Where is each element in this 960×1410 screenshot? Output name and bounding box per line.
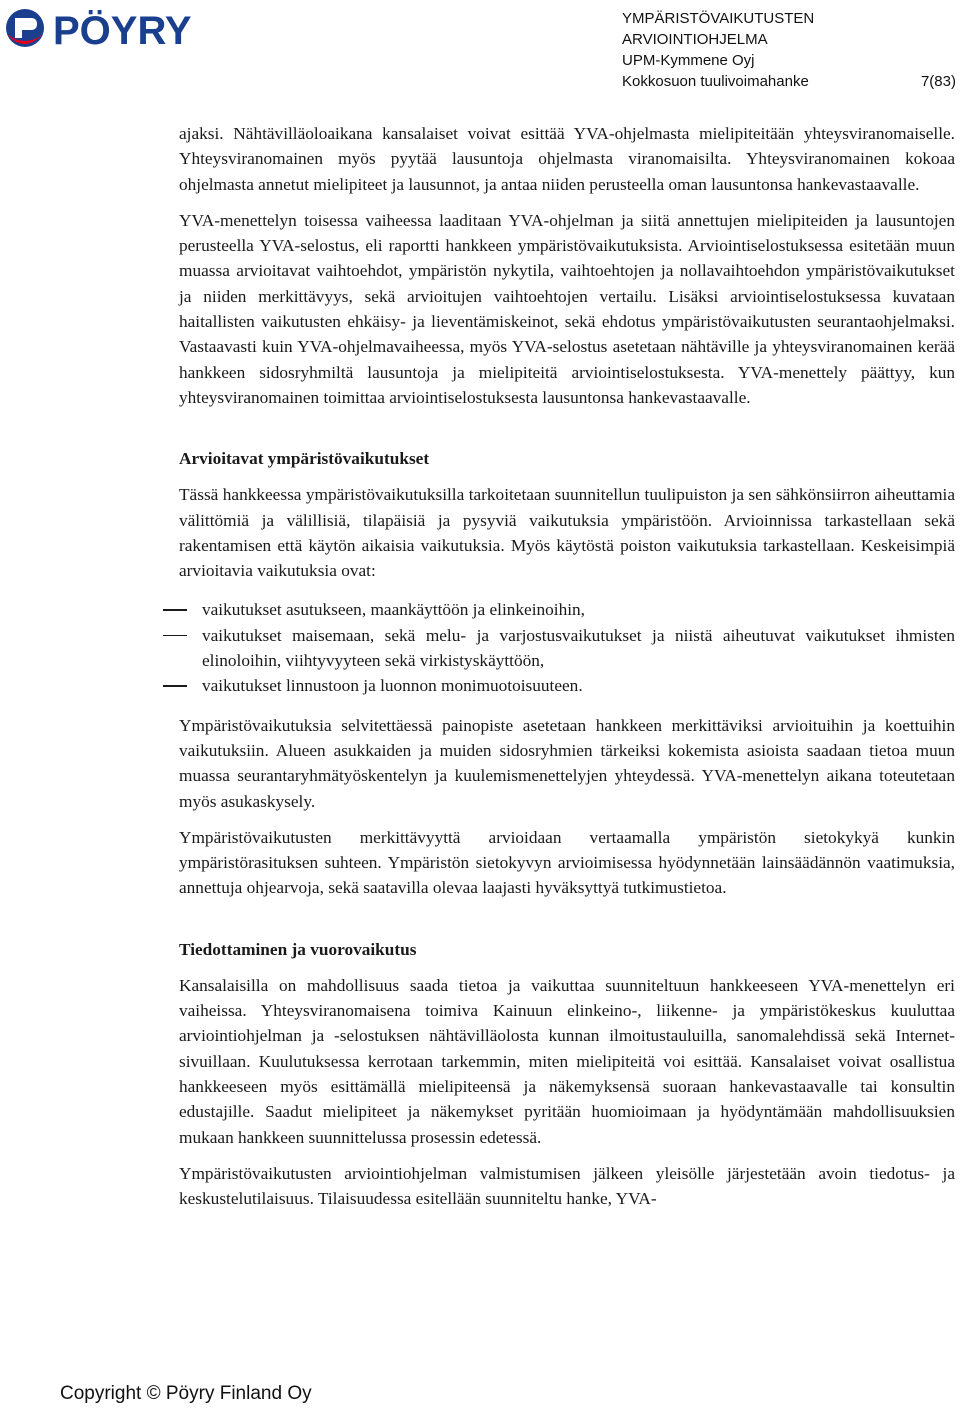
poyry-logo-graphic [3, 4, 243, 52]
paragraph-2: YVA-menettelyn toisessa vaiheessa laaditaan YVA-ohjelman ja siitä annettujen mielipiteiden ja lausuntojen perusteella YVA-selostus, eli raportti hankkeen ympäristövaikutuksista. Arviointiselostuksessa esitetään muun muassa arvioitavat vaihtoehdot, ympäristön nykytila, vaihtoehtojen ja nollavaihtoehdon ympäristövaikutukset ja niiden merkittävyys, sekä arvioitujen vaihtoehtojen vertailu. Lisäksi arviointiselostuksessa kuvataan haitallisten vaikutusten ehkäisy- ja lieventämiskeinot, sekä ehdotus ympäristövaikutusten seurantaohjelmaksi. Vastaavasti kuin YVA-ohjelmavaiheessa, myös YVA-selostus asetetaan nähtäville ja yhteysviranomainen kerää hankkeen sidosryhmiltä lausuntoja ja mielipiteitä arviointiselostuksesta. YVA-menettely päättyy, kun yhteysviranomainen toimittaa arviointiselostuksesta lausuntonsa hankevastaavalle. [179, 210, 955, 407]
paragraph-1: ajaksi. Nähtävilläoloaikana kansalaiset voivat esittää YVA-ohjelmasta mielipiteitään yhteysviranomaiselle. Yhteysviranomainen myös pyytää lausuntoja ohjelmasta viranomaisilta. Yhteysviranomainen kokoaa ohjelmasta annetut mielipiteet ja lausunnot, ja antaa niiden perusteella oman lausuntonsa hankevastaavalle. [179, 124, 955, 194]
list-item: vaikutukset asutukseen, maankäyttöön ja elinkeinoihin, [179, 597, 955, 622]
paragraph-5: Ympäristövaikutusten merkittävyyttä arvioidaan vertaamalla ympäristön sietokykyä kunkin ympäristörasituksen suhteen. Ympäristön sietokyvyn arvioimisessa hyödynnetään lainsäädännön vaatimuksia, annettuja ohjearvoja, sekä saatavilla olevaa laajasti hyväksyttyä tutkimustietoa. [179, 827, 955, 898]
copyright-footer: Copyright © Pöyry Finland Oy [60, 1383, 312, 1404]
paragraph-3: Tässä hankkeessa ympäristövaikutuksilla tarkoitetaan suunnitellun tuulipuiston ja sen sähkönsiirron aiheuttamia välittömiä ja välillisiä, tilapäisiä ja pysyviä vaikutuksia ympäristöön. Arvioinnissa tarkastellaan sekä rakentamisen että käytön aikaisia vaikutuksia. Myös käytöstä poiston vaikutuksia tarkastellaan. Keskeisimpiä arvioitavia vaikutuksia ovat: [179, 485, 955, 581]
document-body [179, 121, 955, 1211]
page-number: 7(83) [920, 73, 956, 90]
section-heading-impacts: Arvioitavat ympäristövaikutukset [179, 449, 430, 469]
document-header [622, 8, 956, 92]
section-heading-communication: Tiedottaminen ja vuorovaikutus [179, 939, 417, 959]
logo-text: PÖYRY [53, 9, 192, 52]
paragraph-7: Ympäristövaikutusten arviointiohjelman valmistumisen jälkeen yleisölle järjestetään avoin tiedotus- ja keskustelutilaisuus. Tilaisuudessa esitellään suunniteltu hanke, YVA- [179, 1163, 955, 1209]
header-line-3: UPM-Kymmene Oyj [622, 52, 755, 69]
project-name: Kokkosuon tuulivoimahanke [622, 73, 809, 90]
paragraph-6: Kansalaisilla on mahdollisuus saada tietoa ja vaikuttaa suunniteltuun hankkeeseen YVA-menettelyn eri vaiheissa. Yhteysviranomaisena toimiva Kainuun elinkeino-, liikenne- ja ympäristökeskus kuuluttaa arviointiohjelman ja -selostuksen nähtävilläolosta kunnan ilmoitustauluilla, sanomalehdissä sekä Internet-sivuillaan. Kuulutuksessa kerrotaan tarkemmin, miten mielipiteitä voi esittää. Kansalaiset voivat osallistua hankkeeseen myös esittämällä mielipiteensä ja näkemyksensä suoraan hankevastaavalle tai konsultin edustajille. Saadut mielipiteet ja näkemykset pyritään huomioimaan ja hyödyntämään mahdollisuuksien mukaan hankkeen suunnittelussa prosessin edetessä. [179, 975, 955, 1147]
impact-list [179, 597, 955, 698]
list-item: vaikutukset maisemaan, sekä melu- ja varjostusvaikutukset ja niistä aiheutuvat vaikutukset ihmisten elinoloihin, viihtyvyyteen sekä virkistyskäyttöön, [179, 623, 955, 674]
header-line-4 [622, 71, 956, 92]
header-line-2: ARVIOINTIOHJELMA [622, 31, 768, 48]
list-item: vaikutukset linnustoon ja luonnon monimuotoisuuteen. [179, 673, 955, 698]
paragraph-4: Ympäristövaikutuksia selvitettäessä painopiste asetetaan hankkeen merkittäviksi arvioituihin ja koettuihin vaikutuksiin. Alueen asukkaiden ja muiden sidosryhmien tärkeiksi kokemista asioista saadaan tietoa muun muassa seurantaryhmätyöskentelyn ja kuulemismenettelyjen yhteydessä. YVA-menettelyn aikana toteutetaan myös asukaskysely. [179, 715, 955, 811]
header-line-1: YMPÄRISTÖVAIKUTUSTEN [622, 10, 815, 27]
poyry-logo [3, 4, 243, 52]
